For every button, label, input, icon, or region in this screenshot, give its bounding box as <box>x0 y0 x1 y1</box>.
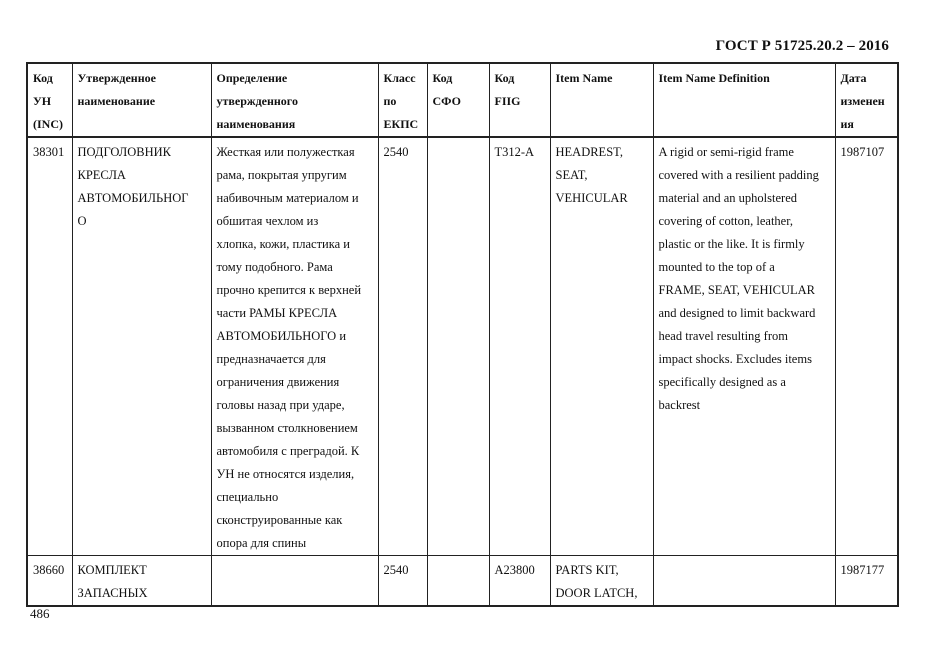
cell-approved-name: КОМПЛЕКТ ЗАПАСНЫХ <box>72 556 211 607</box>
inc-table <box>26 62 899 607</box>
col-header-approved-name: Утвержденное наименование <box>72 63 211 137</box>
cell-sfo <box>427 556 489 607</box>
cell-definition: Жесткая или полужесткая рама, покрытая упругим набивочным материалом и обшитая чехлом из хлопка, кожи, пластика и тому подобного. Рама прочно крепится к верхней части РАМЫ КРЕСЛА АВТОМОБИЛЬНОГО и предназначается для ограничения движения головы назад при ударе, вызванном столкновением автомобиля с преградой. К УН не относятся изделия, специально сконструированные как опора для спины <box>211 137 378 556</box>
cell-fiig: T312-A <box>489 137 550 556</box>
cell-class: 2540 <box>378 556 427 607</box>
cell-fiig: A23800 <box>489 556 550 607</box>
cell-item-name: PARTS KIT, DOOR LATCH, <box>550 556 653 607</box>
page-number: 486 <box>30 606 50 621</box>
cell-inc: 38660 <box>27 556 72 607</box>
cell-class: 2540 <box>378 137 427 556</box>
col-header-change-date: Дата изменен ия <box>835 63 898 137</box>
document-standard-header: ГОСТ Р 51725.20.2 – 2016 <box>715 38 889 54</box>
col-header-class: Класс по ЕКПС <box>378 63 427 137</box>
col-header-item-name: Item Name <box>550 63 653 137</box>
col-header-fiig: Код FIIG <box>489 63 550 137</box>
cell-item-definition: A rigid or semi-rigid frame covered with a resilient padding material and an upholstered covering of cotton, leather, plastic or the like. It is firmly mounted to the top of a FRAME, SEAT, VEHICULAR and designed to limit backward head travel resulting from impact shocks. Excludes items specifically designed as a backrest <box>653 137 835 556</box>
table-row <box>27 556 898 607</box>
cell-change-date: 1987107 <box>835 137 898 556</box>
col-header-sfo: Код СФО <box>427 63 489 137</box>
col-header-definition: Определение утвержденного наименования <box>211 63 378 137</box>
cell-sfo <box>427 137 489 556</box>
table-header-row <box>27 63 898 137</box>
cell-item-name: HEADREST, SEAT, VEHICULAR <box>550 137 653 556</box>
col-header-item-definition: Item Name Definition <box>653 63 835 137</box>
cell-change-date: 1987177 <box>835 556 898 607</box>
cell-inc: 38301 <box>27 137 72 556</box>
table-row <box>27 137 898 556</box>
cell-definition <box>211 556 378 607</box>
col-header-inc: Код УН (INC) <box>27 63 72 137</box>
cell-approved-name: ПОДГОЛОВНИК КРЕСЛА АВТОМОБИЛЬНОГ О <box>72 137 211 556</box>
cell-item-definition <box>653 556 835 607</box>
